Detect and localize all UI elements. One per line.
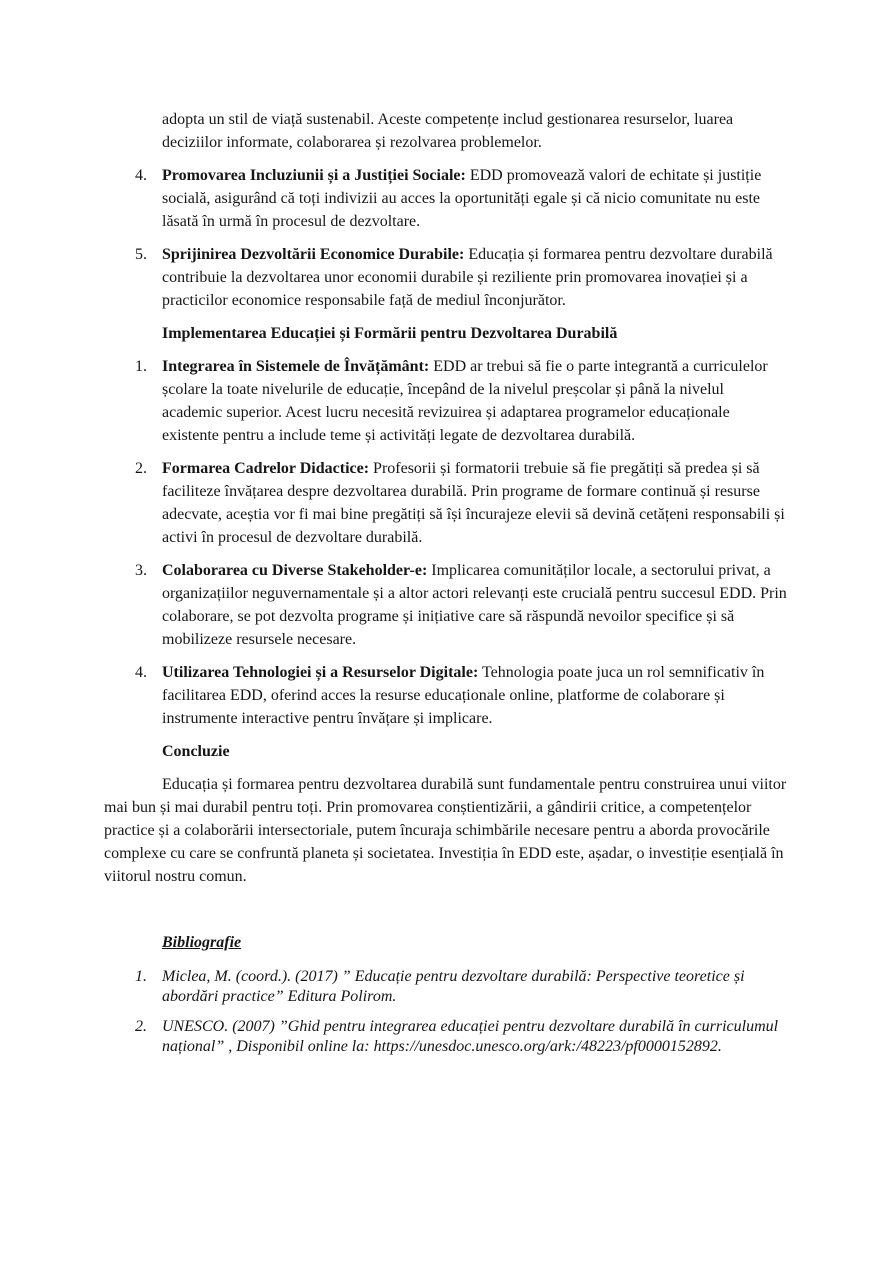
section-heading-implementation: Implementarea Educației și Formării pentru Dezvoltarea Durabilă xyxy=(162,325,618,342)
section-heading-conclusion: Concluzie xyxy=(162,743,230,760)
list-item-number: 3. xyxy=(135,562,147,579)
list-item-text: Profesorii și formatorii trebuie să fie pregătiți să predea și să faciliteze învățarea despre dezvoltarea durabilă. Prin programe de formare continuă și resurse adecvate, aceștia vor fi mai bine pregătiți să își încurajeze elevii să devină cetățeni responsabili și activi în procesul de dezvoltare durabilă. xyxy=(162,460,785,546)
bibliography-entry-number: 2. xyxy=(135,1018,147,1035)
bibliography-entry xyxy=(135,967,788,1007)
list-item-number: 5. xyxy=(135,246,147,263)
list-item-heading: Utilizarea Tehnologiei și a Resurselor Digitale: xyxy=(162,664,479,681)
list-item-content xyxy=(162,457,788,549)
list-item-content xyxy=(162,661,788,730)
list-item-content xyxy=(162,355,788,447)
list-item-heading: Promovarea Incluziunii și a Justiției Sociale: xyxy=(162,167,466,184)
numbered-list-item xyxy=(135,243,788,312)
list-item-text: EDD promovează valori de echitate și justiție socială, asigurând că toți indivizii au acces la oportunități egale și că nicio comunitate nu este lăsată în urmă în procesul de dezvoltare. xyxy=(162,167,762,230)
list-item-heading: Integrarea în Sistemele de Învățământ: xyxy=(162,358,430,375)
numbered-list-item xyxy=(135,661,788,730)
list-item-text: EDD ar trebui să fie o parte integrantă a curriculelor școlare la toate nivelurile de educație, începând de la nivelul preșcolar și până la nivelul academic superior. Acest lucru necesită revizuirea și adaptarea programelor educaționale existente pentru a include teme și activități legate de dezvoltarea durabilă. xyxy=(162,358,768,444)
list-item-content xyxy=(162,164,788,233)
bibliography-entry-text: UNESCO. (2007) ”Ghid pentru integrarea educației pentru dezvoltare durabilă în curriculumul național” , Disponibil online la: https://unesdoc.unesco.org/ark:/48223/pf0000152892. xyxy=(162,1018,779,1055)
list-item-text: Tehnologia poate juca un rol semnificativ în facilitarea EDD, oferind acces la resurse educaționale online, platforme de colaborare și instrumente interactive pentru învățare și implicare. xyxy=(162,664,765,727)
numbered-list-item xyxy=(135,457,788,549)
list-item-heading: Colaborarea cu Diverse Stakeholder-e: xyxy=(162,562,428,579)
list-item-heading: Sprijinirea Dezvoltării Economice Durabile: xyxy=(162,246,465,263)
bibliography-entry-number: 1. xyxy=(135,968,147,985)
list-item-text: Educația și formarea pentru dezvoltare durabilă contribuie la dezvoltarea unor economii durabile și reziliente prin promovarea inovației și a practicilor economice responsabile față de mediul înconjurător. xyxy=(162,246,773,309)
conclusion-paragraph: Educația și formarea pentru dezvoltarea durabilă sunt fundamentale pentru construirea unui viitor mai bun și mai durabil pentru toți. Prin promovarea conștientizării, a gândirii critice, a competențelor practice și a colaborării intersectoriale, putem încuraja schimbările necesare pentru a aborda provocările complexe cu care se confruntă planeta și societatea. Investiția în EDD este, așadar, o investiție esențială în viitorul nostru comun. xyxy=(104,776,787,885)
list-item-heading: Formarea Cadrelor Didactice: xyxy=(162,460,370,477)
list-item-number: 1. xyxy=(135,358,147,375)
numbered-list-item xyxy=(135,355,788,447)
paragraph-continuation: adopta un stil de viață sustenabil. Aceste competențe includ gestionarea resurselor, luarea deciziilor informate, colaborarea și rezolvarea problemelor. xyxy=(162,111,734,151)
bibliography-entry-text: Miclea, M. (coord.). (2017) ” Educație pentru dezvoltare durabilă: Perspective teoretice și abordări practice” Editura Polirom. xyxy=(162,968,745,1005)
list-item-number: 4. xyxy=(135,167,147,184)
list-item-content xyxy=(162,559,788,651)
list-item-content xyxy=(162,243,788,312)
numbered-list-item xyxy=(135,559,788,651)
list-item-number: 4. xyxy=(135,664,147,681)
numbered-list-item xyxy=(135,164,788,233)
bibliography-heading: Bibliografie xyxy=(162,934,242,951)
list-item-number: 2. xyxy=(135,460,147,477)
bibliography-entry xyxy=(135,1017,788,1057)
list-item-text: Implicarea comunităților locale, a sectorului privat, a organizațiilor neguvernamentale și a altor actori relevanți este crucială pentru succesul EDD. Prin colaborare, se pot dezvolta programe și inițiative care să răspundă nevoilor specifice și să mobilizeze resursele necesare. xyxy=(162,562,787,648)
